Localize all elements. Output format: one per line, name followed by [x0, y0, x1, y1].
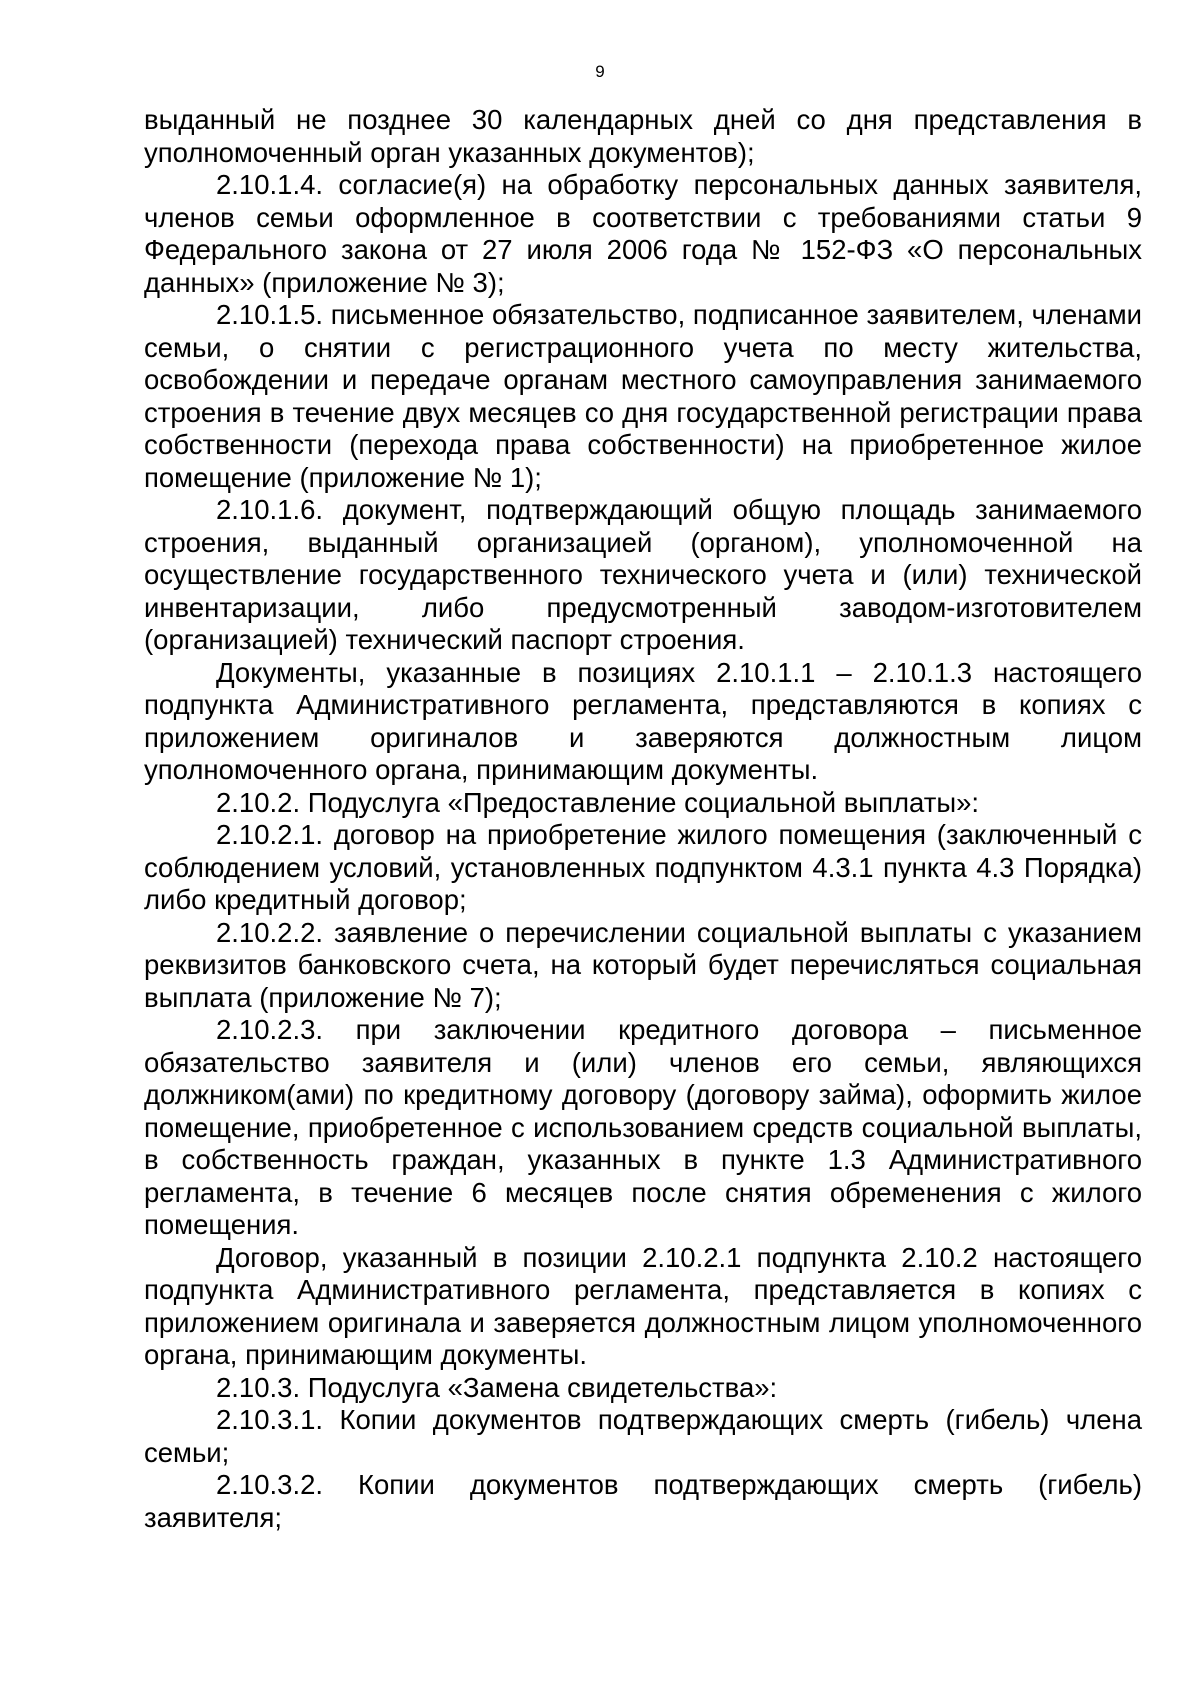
- document-body: [144, 104, 1142, 1534]
- paragraph-2-10-3-2: 2.10.3.2. Копии документов подтверждающих смерть (гибель) заявителя;: [144, 1469, 1142, 1533]
- paragraph-2-10-2-1: 2.10.2.1. договор на приобретение жилого помещения (заключенный с соблюдением условий, установленных подпунктом 4.3.1 пункта 4.3 Порядка) либо кредитный договор;: [144, 819, 1142, 915]
- paragraph-continuation: выданный не позднее 30 календарных дней со дня представления в уполномоченный орган указанных документов);: [144, 104, 1142, 168]
- paragraph-2-10-3-1: 2.10.3.1. Копии документов подтверждающих смерть (гибель) члена семьи;: [144, 1404, 1142, 1468]
- paragraph-contract-copies: Договор, указанный в позиции 2.10.2.1 подпункта 2.10.2 настоящего подпункта Административного регламента, представляется в копиях с приложением оригинала и заверяется должностным лицом уполномоченного органа, принимающим документы.: [144, 1241, 1142, 1370]
- paragraph-2-10-2-2: 2.10.2.2. заявление о перечислении социальной выплаты с указанием реквизитов банковского счета, на который будет перечисляться социальная выплата (приложение № 7);: [144, 916, 1142, 1013]
- paragraph-documents-copies: Документы, указанные в позициях 2.10.1.1 – 2.10.1.3 настоящего подпункта Административного регламента, представляются в копиях с приложением оригиналов и заверяются должностным лицом уполномоченного органа, принимающим документы.: [144, 656, 1142, 785]
- paragraph-2-10-1-6: 2.10.1.6. документ, подтверждающий общую площадь занимаемого строения, выданный организацией (органом), уполномоченной на осуществление государственного технического учета и (или) технической инвентаризации, либо предусмотренный заводом-изготовителем (организацией) технический паспорт строения.: [144, 494, 1142, 655]
- page-number: 9: [595, 62, 605, 81]
- paragraph-2-10-1-5: 2.10.1.5. письменное обязательство, подписанное заявителем, членами семьи, о снятии с регистрационного учета по месту жительства, освобождении и передаче органам местного самоуправления занимаемого строения в течение двух месяцев со дня государственной регистрации права собственности (перехода права собственности) на приобретенное жилое помещение (приложение № 1);: [144, 299, 1142, 493]
- paragraph-2-10-1-4: 2.10.1.4. согласие(я) на обработку персональных данных заявителя, членов семьи оформленное в соответствии с требованиями статьи 9 Федерального закона от 27 июля 2006 года № 152-ФЗ «О персональных данных» (приложение № 3);: [144, 169, 1142, 298]
- paragraph-2-10-2-3: 2.10.2.3. при заключении кредитного договора – письменное обязательство заявителя и (или) членов его семьи, являющихся должником(ами) по кредитному договору (договору займа), оформить жилое помещение, приобретенное с использованием средств социальной выплаты, в собственность граждан, указанных в пункте 1.3 Административного регламента, в течение 6 месяцев после снятия обременения с жилого помещения.: [144, 1014, 1142, 1240]
- paragraph-2-10-3: 2.10.3. Подуслуга «Замена свидетельства»:: [216, 1371, 778, 1403]
- paragraph-2-10-2: 2.10.2. Подуслуга «Предоставление социальной выплаты»:: [216, 786, 980, 818]
